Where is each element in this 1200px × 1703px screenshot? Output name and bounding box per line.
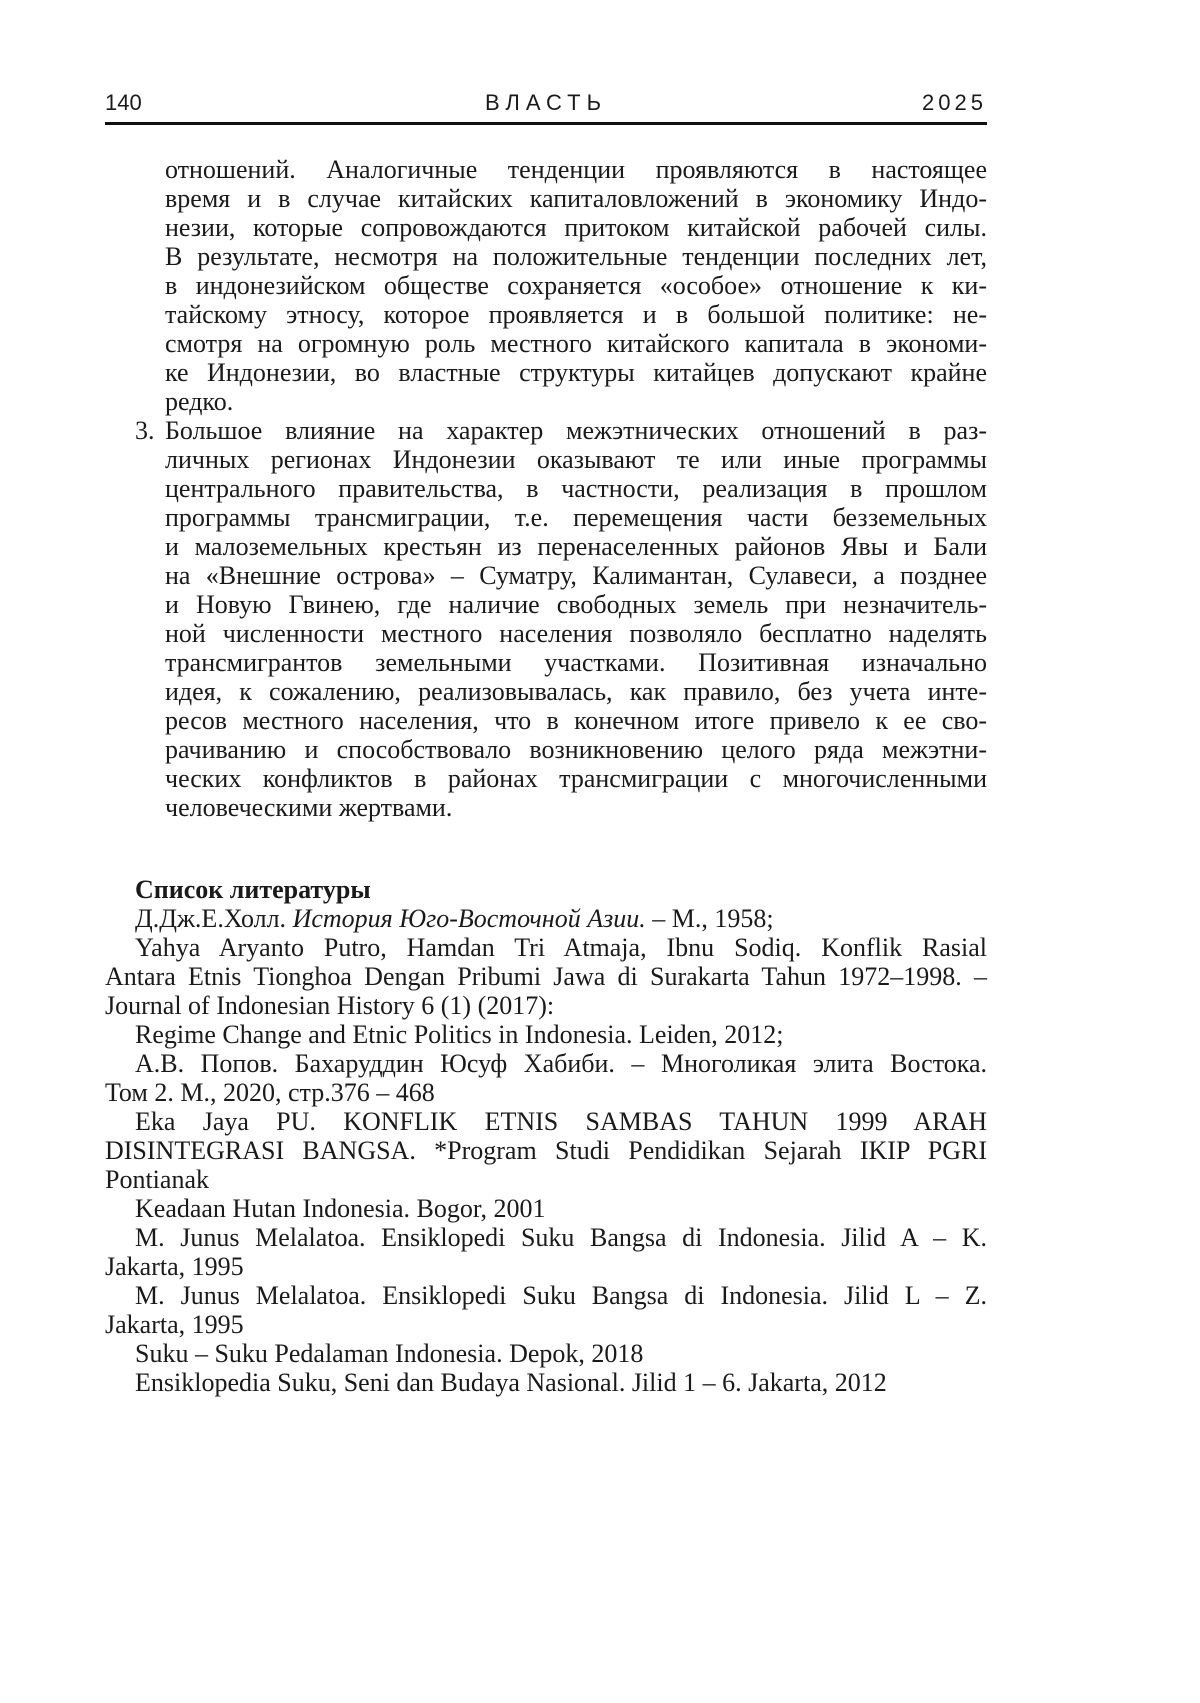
text-line: Большое влияние на характер межэтнических отношений в раз- [165,416,987,445]
text-line: время и в случае китайских капиталовложений в экономику Индо- [165,184,987,213]
journal-title: ВЛАСТЬ [105,90,987,116]
text-line: рачиванию и способствовало возникновению целого ряда межэтни- [165,735,987,764]
text-line: и Новую Гвинею, где наличие свободных земель при незначитель- [165,590,987,619]
text-line: и малоземельных крестьян из перенаселенных районов Явы и Бали [165,532,987,561]
reference-line: Jakarta, 1995 [105,1252,987,1281]
text-line: незии, которые сопровождаются притоком китайской рабочей силы. [165,213,987,242]
reference-line: Том 2. М., 2020, стр.376 – 468 [105,1078,987,1107]
text-line: ресов местного населения, что в конечном итоге привело к ее сво- [165,706,987,735]
reference-line: Jakarta, 1995 [105,1310,987,1339]
reference-line: Suku – Suku Pedalaman Indonesia. Depok, 2018 [135,1339,987,1368]
text-line: личных регионах Индонезии оказывают те или иные программы [165,445,987,474]
page-number: 140 [105,90,142,116]
text-line: программы трансмиграции, т.е. перемещения части безземельных [165,503,987,532]
text-line: человеческими жертвами. [165,793,987,822]
ref-title: История Юго-Восточной Азии. [293,904,646,933]
text-line: на «Внешние острова» – Суматру, Калимантан, Сулавеси, а позднее [165,561,987,590]
text-line: редко. [165,387,987,416]
text-line: идея, к сожалению, реализовывалась, как правило, без учета инте- [165,677,987,706]
reference-line: M. Junus Melalatoa. Ensiklopedi Suku Bangsa di Indonesia. Jilid L – Z. [135,1281,987,1310]
reference-line: Pontianak [105,1165,987,1194]
text-line: ческих конфликтов в районах трансмиграции с многочисленными [165,764,987,793]
reference-line: А.В. Попов. Бахаруддин Юсуф Хабиби. – Многоликая элита Востока. [135,1049,987,1078]
reference-entry [135,904,987,933]
text-line: ке Индонезии, во властные структуры китайцев допускают крайне [165,358,987,387]
text-line: в индонезийском обществе сохраняется «особое» отношение к ки- [165,271,987,300]
reference-line: Keadaan Hutan Indonesia. Bogor, 2001 [135,1194,987,1223]
reference-line: Eka Jaya PU. KONFLIK ETNIS SAMBAS TAHUN 1999 ARAH [135,1107,987,1136]
list-number: 3. [135,416,155,445]
ref-author: Д.Дж.Е.Холл. [135,904,293,933]
reference-line: M. Junus Melalatoa. Ensiklopedi Suku Bangsa di Indonesia. Jilid A – K. [135,1223,987,1252]
reference-line: Antara Etnis Tionghoa Dengan Pribumi Jawa di Surakarta Tahun 1972–1998. – [105,962,987,991]
reference-line: Regime Change and Etnic Politics in Indonesia. Leiden, 2012; [135,1020,987,1049]
text-line: В результате, несмотря на положительные тенденции последних лет, [165,242,987,271]
running-header [105,88,987,125]
ref-details: – М., 1958; [646,904,774,933]
text-line: смотря на огромную роль местного китайского капитала в экономи- [165,329,987,358]
reference-line: DISINTEGRASI BANGSA. *Program Studi Pendidikan Sejarah IKIP PGRI [105,1136,987,1165]
reference-line: Journal of Indonesian History 6 (1) (2017): [105,991,987,1020]
year: 2025 [922,90,987,116]
references-heading: Список литературы [135,875,371,904]
reference-line: Ensiklopedia Suku, Seni dan Budaya Nasional. Jilid 1 – 6. Jakarta, 2012 [135,1368,987,1397]
text-line: центрального правительства, в частности, реализация в прошлом [165,474,987,503]
text-line: отношений. Аналогичные тенденции проявляются в настоящее [165,155,987,184]
text-line: ной численности местного населения позволяло бесплатно наделять [165,619,987,648]
text-line: тайскому этносу, которое проявляется и в большой политике: не- [165,300,987,329]
text-line: трансмигрантов земельными участками. Позитивная изначально [165,648,987,677]
reference-line: Yahya Aryanto Putro, Hamdan Tri Atmaja, Ibnu Sodiq. Konflik Rasial [135,933,987,962]
